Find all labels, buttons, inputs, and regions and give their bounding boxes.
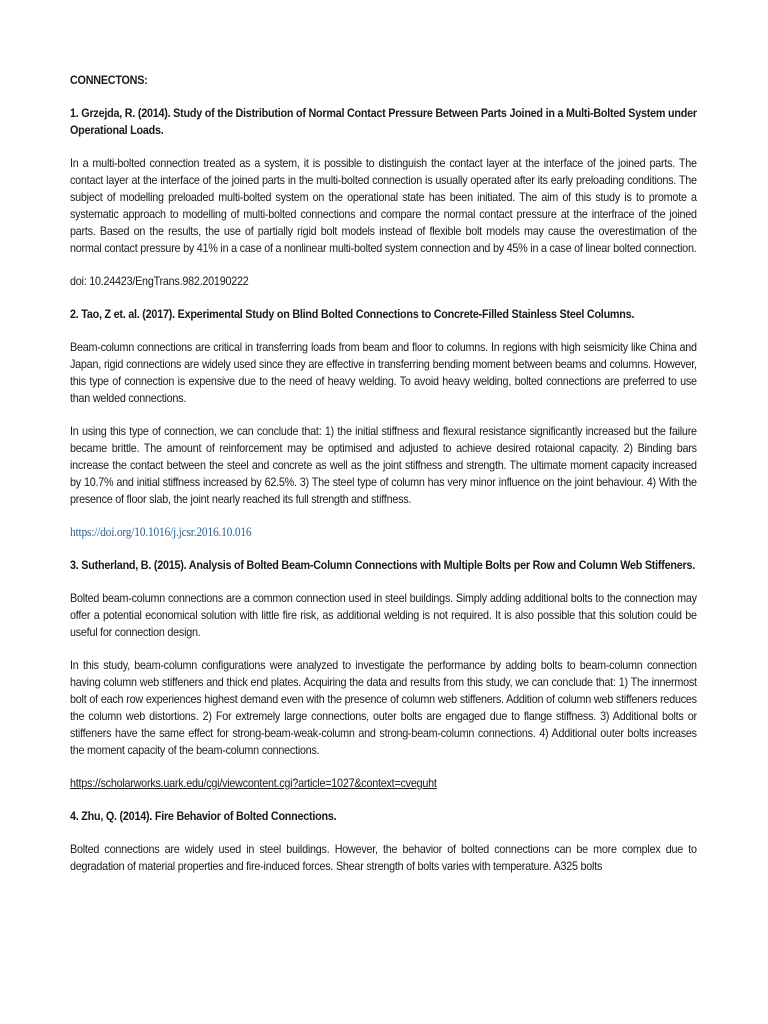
abstract-paragraph: Bolted connections are widely used in steel buildings. However, the behavior of bolted connections can be more complex due to degradation of material properties and fire-induced forces. Shear strength of bolts varies with temperature. A325 bolts: [70, 843, 697, 873]
reference-2: [70, 306, 697, 541]
reference-title: 4. Zhu, Q. (2014). Fire Behavior of Bolted Connections.: [70, 810, 337, 823]
source-link[interactable]: https://scholarworks.uark.edu/cgi/viewcontent.cgi?article=1027&context=cveguht: [70, 777, 437, 790]
reference-4: [70, 808, 697, 875]
reference-1: [70, 105, 697, 290]
doi-text: doi: 10.24423/EngTrans.982.20190222: [70, 275, 249, 288]
conclusion-paragraph: In this study, beam-column configurations were analyzed to investigate the performance by adding bolts to beam-column connection having column web stiffeners and thick end plates. Acquiring the data and results from this study, we can conclude that: 1) The innermost bolt of each row experiences highest demand even with the presence of column web stiffeners. Addition of column web stiffeners reduces the column web distortions. 2) For extremely large connections, outer bolts are engaged due to flange stiffness. 3) Additional bolts or stiffeners have the same effect for strong-beam-weak-column and strong-beam-column connections. 4) Additional outer bolts increases the moment capacity of the beam-column connections.: [70, 659, 697, 757]
section-heading: CONNECTONS:: [70, 74, 148, 87]
document-body: [70, 72, 697, 875]
abstract-paragraph: Beam-column connections are critical in transferring loads from beam and floor to columns. In regions with high seismicity like China and Japan, rigid connections are widely used since they are effective in transferring bending moment between beams and columns. However, this type of connection is expensive due to the need of heavy welding. To avoid heavy welding, bolted connections are preferred to use than welded connections.: [70, 341, 697, 405]
reference-title: 3. Sutherland, B. (2015). Analysis of Bolted Beam-Column Connections with Multiple Bolts per Row and Column Web Stiffeners.: [70, 559, 695, 572]
reference-title: 2. Tao, Z et. al. (2017). Experimental Study on Blind Bolted Connections to Concrete-Filled Stainless Steel Columns.: [70, 308, 635, 321]
abstract-paragraph: Bolted beam-column connections are a common connection used in steel buildings. Simply adding additional bolts to the connection may offer a potential economical solution with little fire risk, as additional welding is not required. It is also possible that this solution could be useful for connection design.: [70, 592, 697, 639]
reference-3: [70, 557, 697, 792]
abstract-paragraph: In a multi-bolted connection treated as a system, it is possible to distinguish the contact layer at the interface of the joined parts. The contact layer at the interface of the joined parts in the multi-bolted connection is usually operated after its early preloading conditions. The subject of modelling preloaded multi-bolted system on the operational state has been initiated. The aim of this study is to promote a systematic approach to modelling of multi-bolted connections and compare the normal contact pressure at the interfrace of the joined parts. Based on the results, the use of partially rigid bolt models instead of flexible bolt models may cause the overestimation of the normal contact pressure by 41% in a case of a nonlinear multi-bolted system connection and by 45% in a case of linear bolted connection.: [70, 157, 697, 255]
reference-title: 1. Grzejda, R. (2014). Study of the Distribution of Normal Contact Pressure Between Parts Joined in a Multi-Bolted System under Operational Loads.: [70, 107, 697, 137]
conclusion-paragraph: In using this type of connection, we can conclude that: 1) the initial stiffness and flexural resistance significantly increased but the failure became brittle. The amount of reinforcement may be optimised and adjusted to achieve desired rotaional capacity. 2) Binding bars increase the contact between the steel and concrete as well as the joint stiffness and strength. The ultimate moment capacity increased by 10.7% and initial stiffness increased by 62.5%. 3) The steel type of column has very minor influence on the joint behaviour. 4) With the presence of floor slab, the joint nearly reached its full strength and stiffness.: [70, 425, 697, 506]
doi-link[interactable]: https://doi.org/10.1016/j.jcsr.2016.10.016: [70, 525, 252, 539]
